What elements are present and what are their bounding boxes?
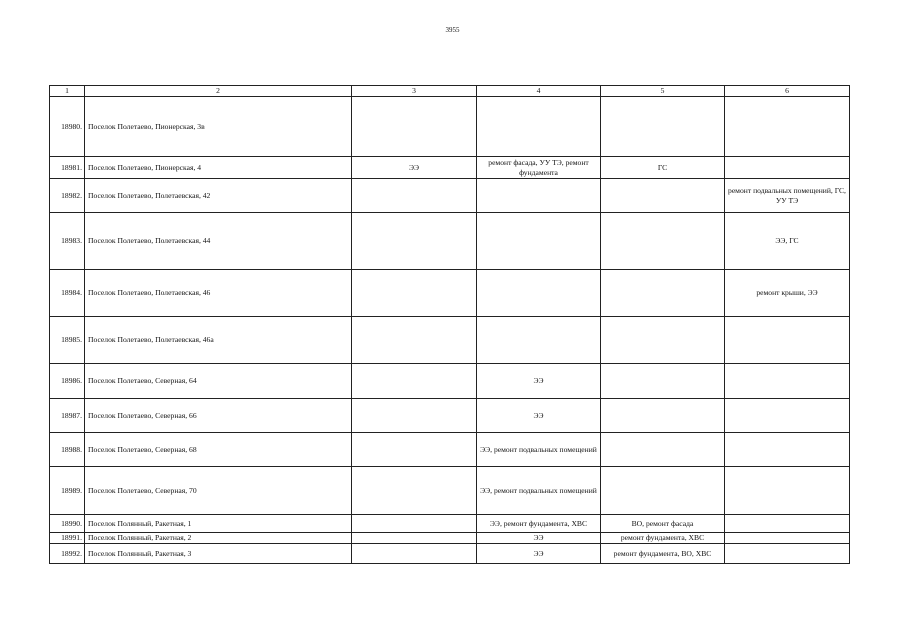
col5-cell bbox=[601, 467, 725, 515]
col3-cell bbox=[352, 317, 477, 364]
row-number: 18989. bbox=[50, 467, 85, 515]
col3-cell bbox=[352, 399, 477, 433]
column-header: 6 bbox=[725, 86, 850, 97]
col3-cell bbox=[352, 364, 477, 399]
address-cell: Поселок Полетаево, Северная, 68 bbox=[85, 433, 352, 467]
row-number: 18981. bbox=[50, 157, 85, 179]
col6-cell bbox=[725, 533, 850, 544]
col4-cell: ремонт фасада, УУ ТЭ, ремонт фундамента bbox=[477, 157, 601, 179]
address-cell: Поселок Полетаево, Северная, 70 bbox=[85, 467, 352, 515]
col4-cell: ЭЭ bbox=[477, 399, 601, 433]
col6-cell bbox=[725, 157, 850, 179]
col5-cell bbox=[601, 97, 725, 157]
table-row bbox=[50, 213, 850, 270]
row-number: 18988. bbox=[50, 433, 85, 467]
col4-cell: ЭЭ, ремонт фундамента, ХВС bbox=[477, 515, 601, 533]
col3-cell bbox=[352, 179, 477, 213]
address-cell: Поселок Полянный, Ракетная, 3 bbox=[85, 544, 352, 564]
row-number: 18985. bbox=[50, 317, 85, 364]
address-cell: Поселок Полянный, Ракетная, 1 bbox=[85, 515, 352, 533]
col3-cell bbox=[352, 270, 477, 317]
col6-cell: ремонт крыши, ЭЭ bbox=[725, 270, 850, 317]
col4-cell bbox=[477, 270, 601, 317]
table-row bbox=[50, 399, 850, 433]
col4-cell: ЭЭ bbox=[477, 544, 601, 564]
address-cell: Поселок Полетаево, Пионерская, 4 bbox=[85, 157, 352, 179]
col4-cell: ЭЭ, ремонт подвальных помещений bbox=[477, 433, 601, 467]
col3-cell bbox=[352, 467, 477, 515]
address-cell: Поселок Полетаево, Полетаевская, 46а bbox=[85, 317, 352, 364]
col5-cell bbox=[601, 213, 725, 270]
row-number: 18990. bbox=[50, 515, 85, 533]
col5-cell bbox=[601, 433, 725, 467]
col5-cell: ремонт фундамента, ХВС bbox=[601, 533, 725, 544]
col4-cell: ЭЭ, ремонт подвальных помещений bbox=[477, 467, 601, 515]
address-cell: Поселок Полетаево, Северная, 64 bbox=[85, 364, 352, 399]
table-row bbox=[50, 157, 850, 179]
column-header: 2 bbox=[85, 86, 352, 97]
table-row bbox=[50, 515, 850, 533]
col5-cell: ГС bbox=[601, 157, 725, 179]
data-table bbox=[49, 85, 850, 564]
col4-cell: ЭЭ bbox=[477, 533, 601, 544]
col4-cell bbox=[477, 213, 601, 270]
col4-cell bbox=[477, 179, 601, 213]
table-row bbox=[50, 467, 850, 515]
col3-cell bbox=[352, 544, 477, 564]
row-number: 18991. bbox=[50, 533, 85, 544]
address-cell: Поселок Полянный, Ракетная, 2 bbox=[85, 533, 352, 544]
address-cell: Поселок Полетаево, Полетаевская, 46 bbox=[85, 270, 352, 317]
col6-cell bbox=[725, 317, 850, 364]
col3-cell bbox=[352, 213, 477, 270]
col3-cell bbox=[352, 433, 477, 467]
row-number: 18983. bbox=[50, 213, 85, 270]
col6-cell bbox=[725, 364, 850, 399]
table-row bbox=[50, 433, 850, 467]
row-number: 18992. bbox=[50, 544, 85, 564]
table-row bbox=[50, 270, 850, 317]
address-cell: Поселок Полетаево, Полетаевская, 44 bbox=[85, 213, 352, 270]
col3-cell bbox=[352, 533, 477, 544]
page-number: 3955 bbox=[445, 26, 460, 34]
col5-cell bbox=[601, 179, 725, 213]
col6-cell bbox=[725, 399, 850, 433]
col3-cell bbox=[352, 97, 477, 157]
row-number: 18982. bbox=[50, 179, 85, 213]
col5-cell: ВО, ремонт фасада bbox=[601, 515, 725, 533]
table-row bbox=[50, 317, 850, 364]
row-number: 18980. bbox=[50, 97, 85, 157]
table-row bbox=[50, 533, 850, 544]
table-row bbox=[50, 544, 850, 564]
address-cell: Поселок Полетаево, Пионерская, 3в bbox=[85, 97, 352, 157]
address-cell: Поселок Полетаево, Полетаевская, 42 bbox=[85, 179, 352, 213]
col5-cell bbox=[601, 270, 725, 317]
col3-cell: ЭЭ bbox=[352, 157, 477, 179]
col5-cell bbox=[601, 399, 725, 433]
col6-cell: ремонт подвальных помещений, ГС, УУ ТЭ bbox=[725, 179, 850, 213]
col6-cell bbox=[725, 97, 850, 157]
row-number: 18987. bbox=[50, 399, 85, 433]
col6-cell bbox=[725, 515, 850, 533]
table-row bbox=[50, 97, 850, 157]
col4-cell bbox=[477, 317, 601, 364]
row-number: 18984. bbox=[50, 270, 85, 317]
col5-cell bbox=[601, 364, 725, 399]
table-row bbox=[50, 179, 850, 213]
col3-cell bbox=[352, 515, 477, 533]
table-row bbox=[50, 364, 850, 399]
column-header: 4 bbox=[477, 86, 601, 97]
row-number: 18986. bbox=[50, 364, 85, 399]
col5-cell: ремонт фундамента, ВО, ХВС bbox=[601, 544, 725, 564]
col6-cell bbox=[725, 544, 850, 564]
address-cell: Поселок Полетаево, Северная, 66 bbox=[85, 399, 352, 433]
column-header: 1 bbox=[50, 86, 85, 97]
header-row bbox=[50, 86, 850, 97]
col6-cell bbox=[725, 433, 850, 467]
col4-cell: ЭЭ bbox=[477, 364, 601, 399]
col4-cell bbox=[477, 97, 601, 157]
column-header: 3 bbox=[352, 86, 477, 97]
col6-cell bbox=[725, 467, 850, 515]
col5-cell bbox=[601, 317, 725, 364]
col6-cell: ЭЭ, ГС bbox=[725, 213, 850, 270]
column-header: 5 bbox=[601, 86, 725, 97]
